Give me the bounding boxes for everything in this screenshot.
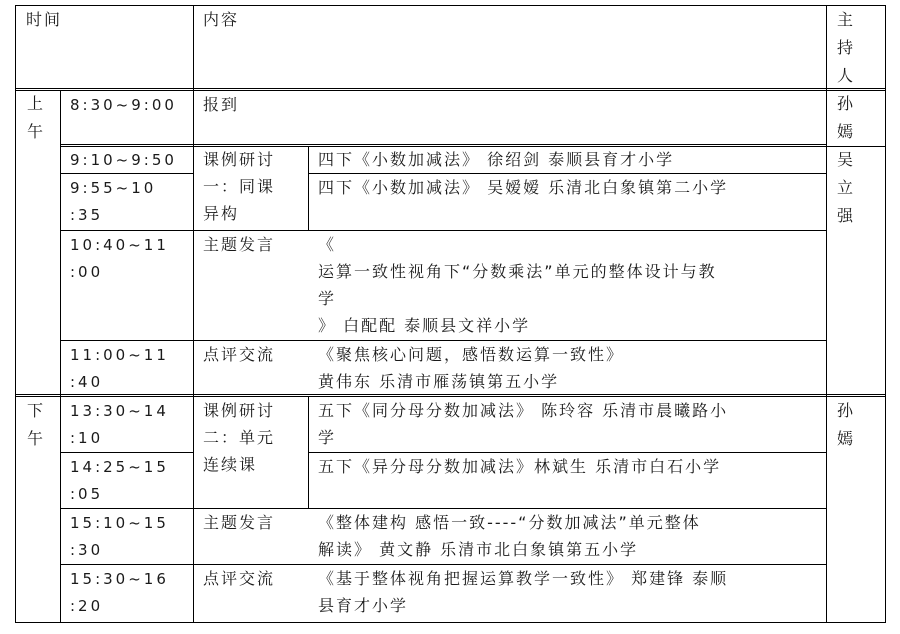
time-slot: :00 bbox=[70, 263, 104, 281]
agenda-category: 课例研讨 bbox=[203, 401, 276, 420]
column-divider bbox=[15, 5, 16, 623]
time-slot: 13:30~14 bbox=[70, 402, 169, 420]
column-divider bbox=[60, 90, 61, 623]
row-divider bbox=[15, 622, 886, 623]
row-divider bbox=[15, 88, 886, 89]
agenda-category: 一：同课 bbox=[203, 177, 276, 196]
column-divider bbox=[308, 146, 309, 231]
time-slot: :35 bbox=[70, 206, 104, 224]
column-divider bbox=[885, 5, 886, 623]
time-slot: 10:40~11 bbox=[70, 236, 169, 254]
agenda-detail: 解读》 黄文静 乐清市北白象镇第五小学 bbox=[318, 540, 639, 559]
row-divider bbox=[60, 144, 826, 145]
period-pm: 下 午 bbox=[26, 401, 43, 448]
agenda-category: 点评交流 bbox=[203, 569, 276, 588]
agenda-category: 课例研讨 bbox=[203, 150, 276, 169]
agenda-detail: 》 白配配 泰顺县文祥小学 bbox=[318, 316, 531, 335]
time-slot: 11:00~11 bbox=[70, 346, 169, 364]
time-slot: :10 bbox=[70, 429, 104, 447]
agenda-detail: 四下《小数加减法》 徐绍剑 泰顺县育才小学 bbox=[318, 150, 675, 169]
header-time: 时间 bbox=[26, 10, 63, 29]
host-name: 孙 嫣 bbox=[836, 94, 853, 141]
header-content: 内容 bbox=[203, 10, 240, 29]
column-divider bbox=[193, 5, 194, 623]
time-slot: :30 bbox=[70, 541, 104, 559]
agenda-detail: 黄伟东 乐清市雁荡镇第五小学 bbox=[318, 372, 560, 391]
time-slot: :20 bbox=[70, 597, 104, 615]
time-slot: 9:55~10 bbox=[70, 179, 157, 197]
agenda-detail: 四下《小数加减法》 吴嫒嫒 乐清北白象镇第二小学 bbox=[318, 178, 729, 197]
agenda-category: 连续课 bbox=[203, 455, 258, 474]
agenda-detail: 运算一致性视角下“分数乘法”单元的整体设计与教 bbox=[318, 262, 717, 281]
column-divider bbox=[826, 5, 827, 623]
header-host: 主 持 人 bbox=[836, 10, 853, 85]
time-slot: :05 bbox=[70, 485, 104, 503]
time-slot: 15:10~15 bbox=[70, 514, 169, 532]
agenda-category: 主题发言 bbox=[203, 235, 276, 254]
time-slot: 14:25~15 bbox=[70, 458, 169, 476]
agenda-detail: 五下《同分母分数加减法》 陈玲容 乐清市晨曦路小 bbox=[318, 401, 729, 420]
agenda-detail: 五下《异分母分数加减法》林斌生 乐清市白石小学 bbox=[318, 457, 722, 476]
agenda-detail: 《聚焦核心问题，感悟数运算一致性》 bbox=[318, 345, 625, 364]
time-slot: 15:30~16 bbox=[70, 570, 169, 588]
host-name: 孙 嫣 bbox=[836, 401, 853, 448]
period-am: 上 午 bbox=[26, 94, 43, 141]
agenda-category: 主题发言 bbox=[203, 513, 276, 532]
agenda-detail: 学 bbox=[318, 289, 337, 308]
agenda-detail: 县育才小学 bbox=[318, 596, 409, 615]
agenda-detail: 《整体建构 感悟一致----“分数加减法”单元整体 bbox=[318, 513, 701, 532]
row-divider bbox=[15, 5, 886, 6]
agenda-category: 点评交流 bbox=[203, 345, 276, 364]
time-slot: 9:10~9:50 bbox=[70, 151, 177, 169]
time-slot: 8:30~9:00 bbox=[70, 96, 177, 114]
agenda-detail: 《 bbox=[318, 235, 337, 254]
agenda-detail: 学 bbox=[318, 428, 337, 447]
host-name: 吴 立 强 bbox=[836, 150, 853, 225]
agenda-detail: 《基于整体视角把握运算教学一致性》 郑建锋 泰顺 bbox=[318, 569, 729, 588]
column-divider bbox=[308, 396, 309, 509]
agenda-category: 异构 bbox=[203, 204, 240, 223]
agenda-category: 二：单元 bbox=[203, 428, 276, 447]
time-slot: :40 bbox=[70, 373, 104, 391]
row-divider bbox=[60, 230, 826, 231]
agenda-category: 报到 bbox=[203, 95, 240, 114]
